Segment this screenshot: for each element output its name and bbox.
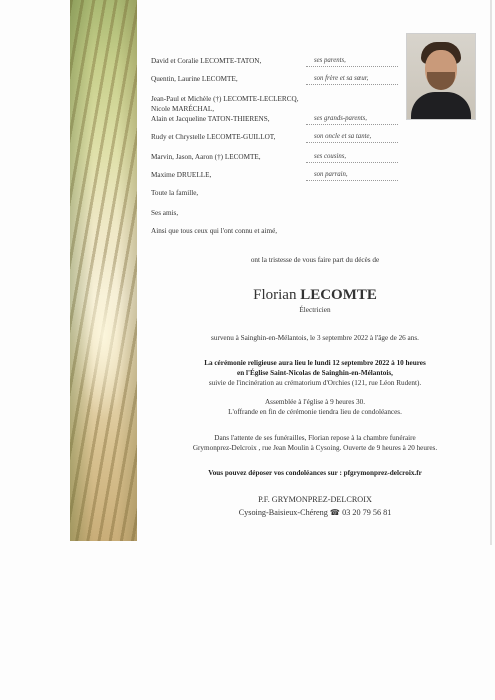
company-phone: 03 20 79 56 81 [342, 508, 392, 517]
ceremony-line-1: La cérémonie religieuse aura lieu le lundi 12 septembre 2022 à 10 heures [204, 359, 426, 367]
dotted-leader [306, 66, 398, 68]
announcement-text: ont la tristesse de vous faire part du décès de [250, 256, 380, 264]
family-line: Rudy et Chrystelle LECOMTE-GUILLOT, [151, 133, 276, 141]
assembly-line-2: L'offrande en fin de cérémonie tiendra lieu de condoléances. [228, 408, 402, 416]
dotted-leader [306, 84, 398, 86]
family-line: Maxime DRUELLE, [151, 171, 212, 179]
first-name: Florian [253, 287, 297, 303]
family-role: ses cousins, [314, 153, 347, 160]
dotted-leader [306, 124, 398, 126]
funeral-company-contact [140, 507, 490, 517]
family-line: David et Coralie LECOMTE-TATON, [151, 57, 262, 65]
telephone-icon: ☎ [329, 508, 341, 517]
family-line: Marvin, Jason, Aaron (†) LECOMTE, [151, 153, 261, 161]
dotted-leader [306, 162, 398, 164]
family-line: Ainsi que tous ceux qui l'ont connu et aimé, [151, 227, 278, 235]
family-line: Alain et Jacqueline TATON-THIERENS, [151, 115, 270, 123]
assembly-line-1: Assemblée à l'église à 9 heures 30. [264, 398, 366, 406]
condolences-text: Vous pouvez déposer vos condoléances sur : pfgrymonprez-delcroix.fr [208, 469, 422, 477]
ceremony-line-3: suivie de l'incinération au crématorium d'Orchies (121, rue Léon Rudent). [208, 379, 422, 387]
company-address: Cysoing-Baisieux-Chéreng [238, 508, 328, 517]
family-line: Jean-Paul et Michèle (†) LECOMTE-LECLERCQ, [151, 95, 299, 103]
family-role: son oncle et sa tante, [314, 133, 372, 140]
last-name: LECOMTE [300, 287, 377, 303]
ceremony-line-2: en l'Église Saint-Nicolas de Sainghin-en-Mélantois, [237, 369, 393, 377]
deceased-name [140, 287, 490, 304]
family-line: Toute la famille, [151, 189, 199, 197]
family-line: Nicole MARÉCHAL, [151, 105, 215, 113]
dotted-leader [306, 180, 398, 182]
family-role: son parrain, [314, 171, 348, 178]
portrait-photo [406, 33, 476, 120]
dotted-leader [306, 142, 398, 144]
page-edge [490, 0, 492, 545]
rest-line-1: Dans l'attente de ses funérailles, Florian repose à la chambre funéraire [214, 434, 416, 442]
profession: Électricien [299, 306, 331, 314]
rest-line-2: Grymonprez-Delcroix , rue Jean Moulin à Cysoing. Ouverte de 9 heures à 20 heures. [192, 444, 438, 452]
family-line: Quentin, Laurine LECOMTE, [151, 75, 238, 83]
forest-light-image [70, 0, 137, 541]
funeral-company-name: P.F. GRYMONPREZ-DELCROIX [258, 495, 372, 504]
family-role: ses parents, [314, 57, 346, 64]
family-line: Ses amis, [151, 209, 179, 217]
death-notice: survenu à Sainghin-en-Mélantois, le 3 septembre 2022 à l'âge de 26 ans. [211, 334, 419, 342]
family-role: son frère et sa sœur, [314, 75, 369, 82]
family-role: ses grands-parents, [314, 115, 367, 122]
